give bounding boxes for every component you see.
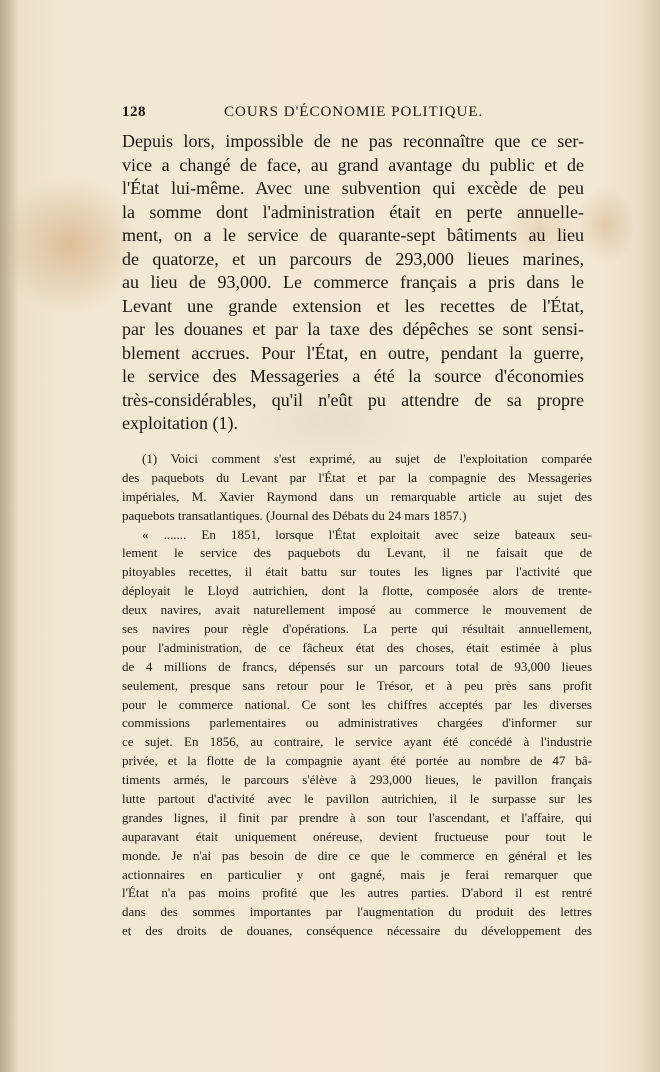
running-head: COURS D'ÉCONOMIE POLITIQUE. — [224, 104, 484, 120]
main-line: l'État lui-même. Avec une subvention qui excède de peu — [122, 178, 584, 198]
footnote-line: timents armés, le parcours s'élève à 293,000 lieues, le pavillon français — [122, 772, 592, 788]
footnote-line: déployait le Lloyd autrichien, dont la flotte, composée alors de trente- — [122, 583, 592, 599]
main-line: Depuis lors, impossible de ne pas reconnaître que ce ser- — [122, 131, 584, 151]
footnote-line: ce sujet. En 1856, au contraire, le service ayant été concédé à l'industrie — [122, 734, 592, 750]
footnote-line: impériales, M. Xavier Raymond dans un remarquable article au sujet des — [122, 488, 592, 504]
main-line: Levant une grande extension et les recettes de l'État, — [122, 295, 584, 316]
footnote-line: privée, et la flotte de la compagnie ayant été portée au nombre de 47 bâ- — [122, 753, 592, 769]
main-line: blement accrues. Pour l'État, en outre, pendant la guerre, — [122, 342, 584, 363]
footnote-line: seulement, presque sans retour pour le Trésor, et à peu près sans profit — [122, 677, 592, 693]
footnote-line: grandes lignes, il finit par prendre à son tour l'ascendant, et l'affaire, qui — [122, 809, 592, 825]
footnote-line: deux navires, avait naturellement imposé au commerce le mouvement de — [122, 602, 592, 618]
footnote — [122, 450, 592, 941]
main-line: de quatorze, et un parcours de 293,000 lieues marines, — [122, 248, 584, 269]
main-paragraph — [122, 130, 584, 436]
footnote-line: dans des sommes importantes par l'augmentation du produit des lettres — [122, 904, 592, 920]
page-header — [122, 104, 592, 126]
footnote-line: (1) Voici comment s'est exprimé, au sujet de l'exploitation comparée — [142, 451, 592, 466]
main-line: par les douanes et par la taxe des dépêches se sont sensi- — [122, 319, 584, 339]
main-line: vice a changé de face, au grand avantage du public et de — [122, 154, 584, 175]
footnote-line: l'État n'a pas moins profité que les autres parties. D'abord il est rentré — [122, 885, 592, 901]
main-line: la somme dont l'administration était en perte annuelle- — [122, 201, 584, 222]
footnote-line: ses navires pour règle d'opérations. La perte qui résultait annuellement, — [122, 621, 592, 637]
footnote-line: de 4 millions de francs, dépensés sur un parcours total de 93,000 lieues — [122, 658, 592, 674]
footnote-line: commissions parlementaires ou administratives chargées d'informer sur — [122, 715, 592, 731]
footnote-line: et des droits de douanes, conséquence nécessaire du développement des — [122, 923, 592, 939]
footnote-line: pitoyables recettes, il était battu sur toutes les lignes par l'activité que — [122, 564, 592, 580]
footnote-line: actionnaires en particulier y ont gagné, mais je ferai remarquer que — [122, 866, 592, 882]
footnote-line: lement le service des paquebots du Levant, il ne faisait que de — [122, 545, 592, 561]
footnote-line: des paquebots du Levant par l'État et par la compagnie des Messageries — [122, 469, 592, 485]
spine-shadow — [0, 0, 18, 1072]
footnote-line: pour l'administration, de ce fâcheux état des choses, était estimée à plus — [122, 639, 592, 655]
footnote-line: auparavant était uniquement onéreuse, devient fructueuse pour tout le — [122, 828, 592, 844]
main-line: exploitation (1). — [122, 413, 238, 433]
footnote-line: monde. Je n'ai pas besoin de dire ce que le commerce en général et les — [122, 847, 592, 863]
main-line: au lieu de 93,000. Le commerce français a pris dans le — [122, 272, 584, 292]
main-line: ment, on a le service de quarante-sept bâtiments au lieu — [122, 225, 584, 245]
page-number: 128 — [122, 104, 146, 120]
footnote-line: paquebots transatlantiques. (Journal des Débats du 24 mars 1857.) — [122, 507, 467, 523]
footnote-line: lutte partout d'activité avec le pavillon autrichien, il le surpasse sur les — [122, 791, 592, 807]
footnote-line: pour le commerce national. Ce sont les chiffres acceptés par les diverses — [122, 696, 592, 712]
main-line: le service des Messageries a été la source d'économies — [122, 366, 584, 386]
main-line: très-considérables, qu'il n'eût pu attendre de sa propre — [122, 389, 584, 410]
footnote-line: « ....... En 1851, lorsque l'État exploitait avec seize bateaux seu- — [142, 526, 592, 542]
